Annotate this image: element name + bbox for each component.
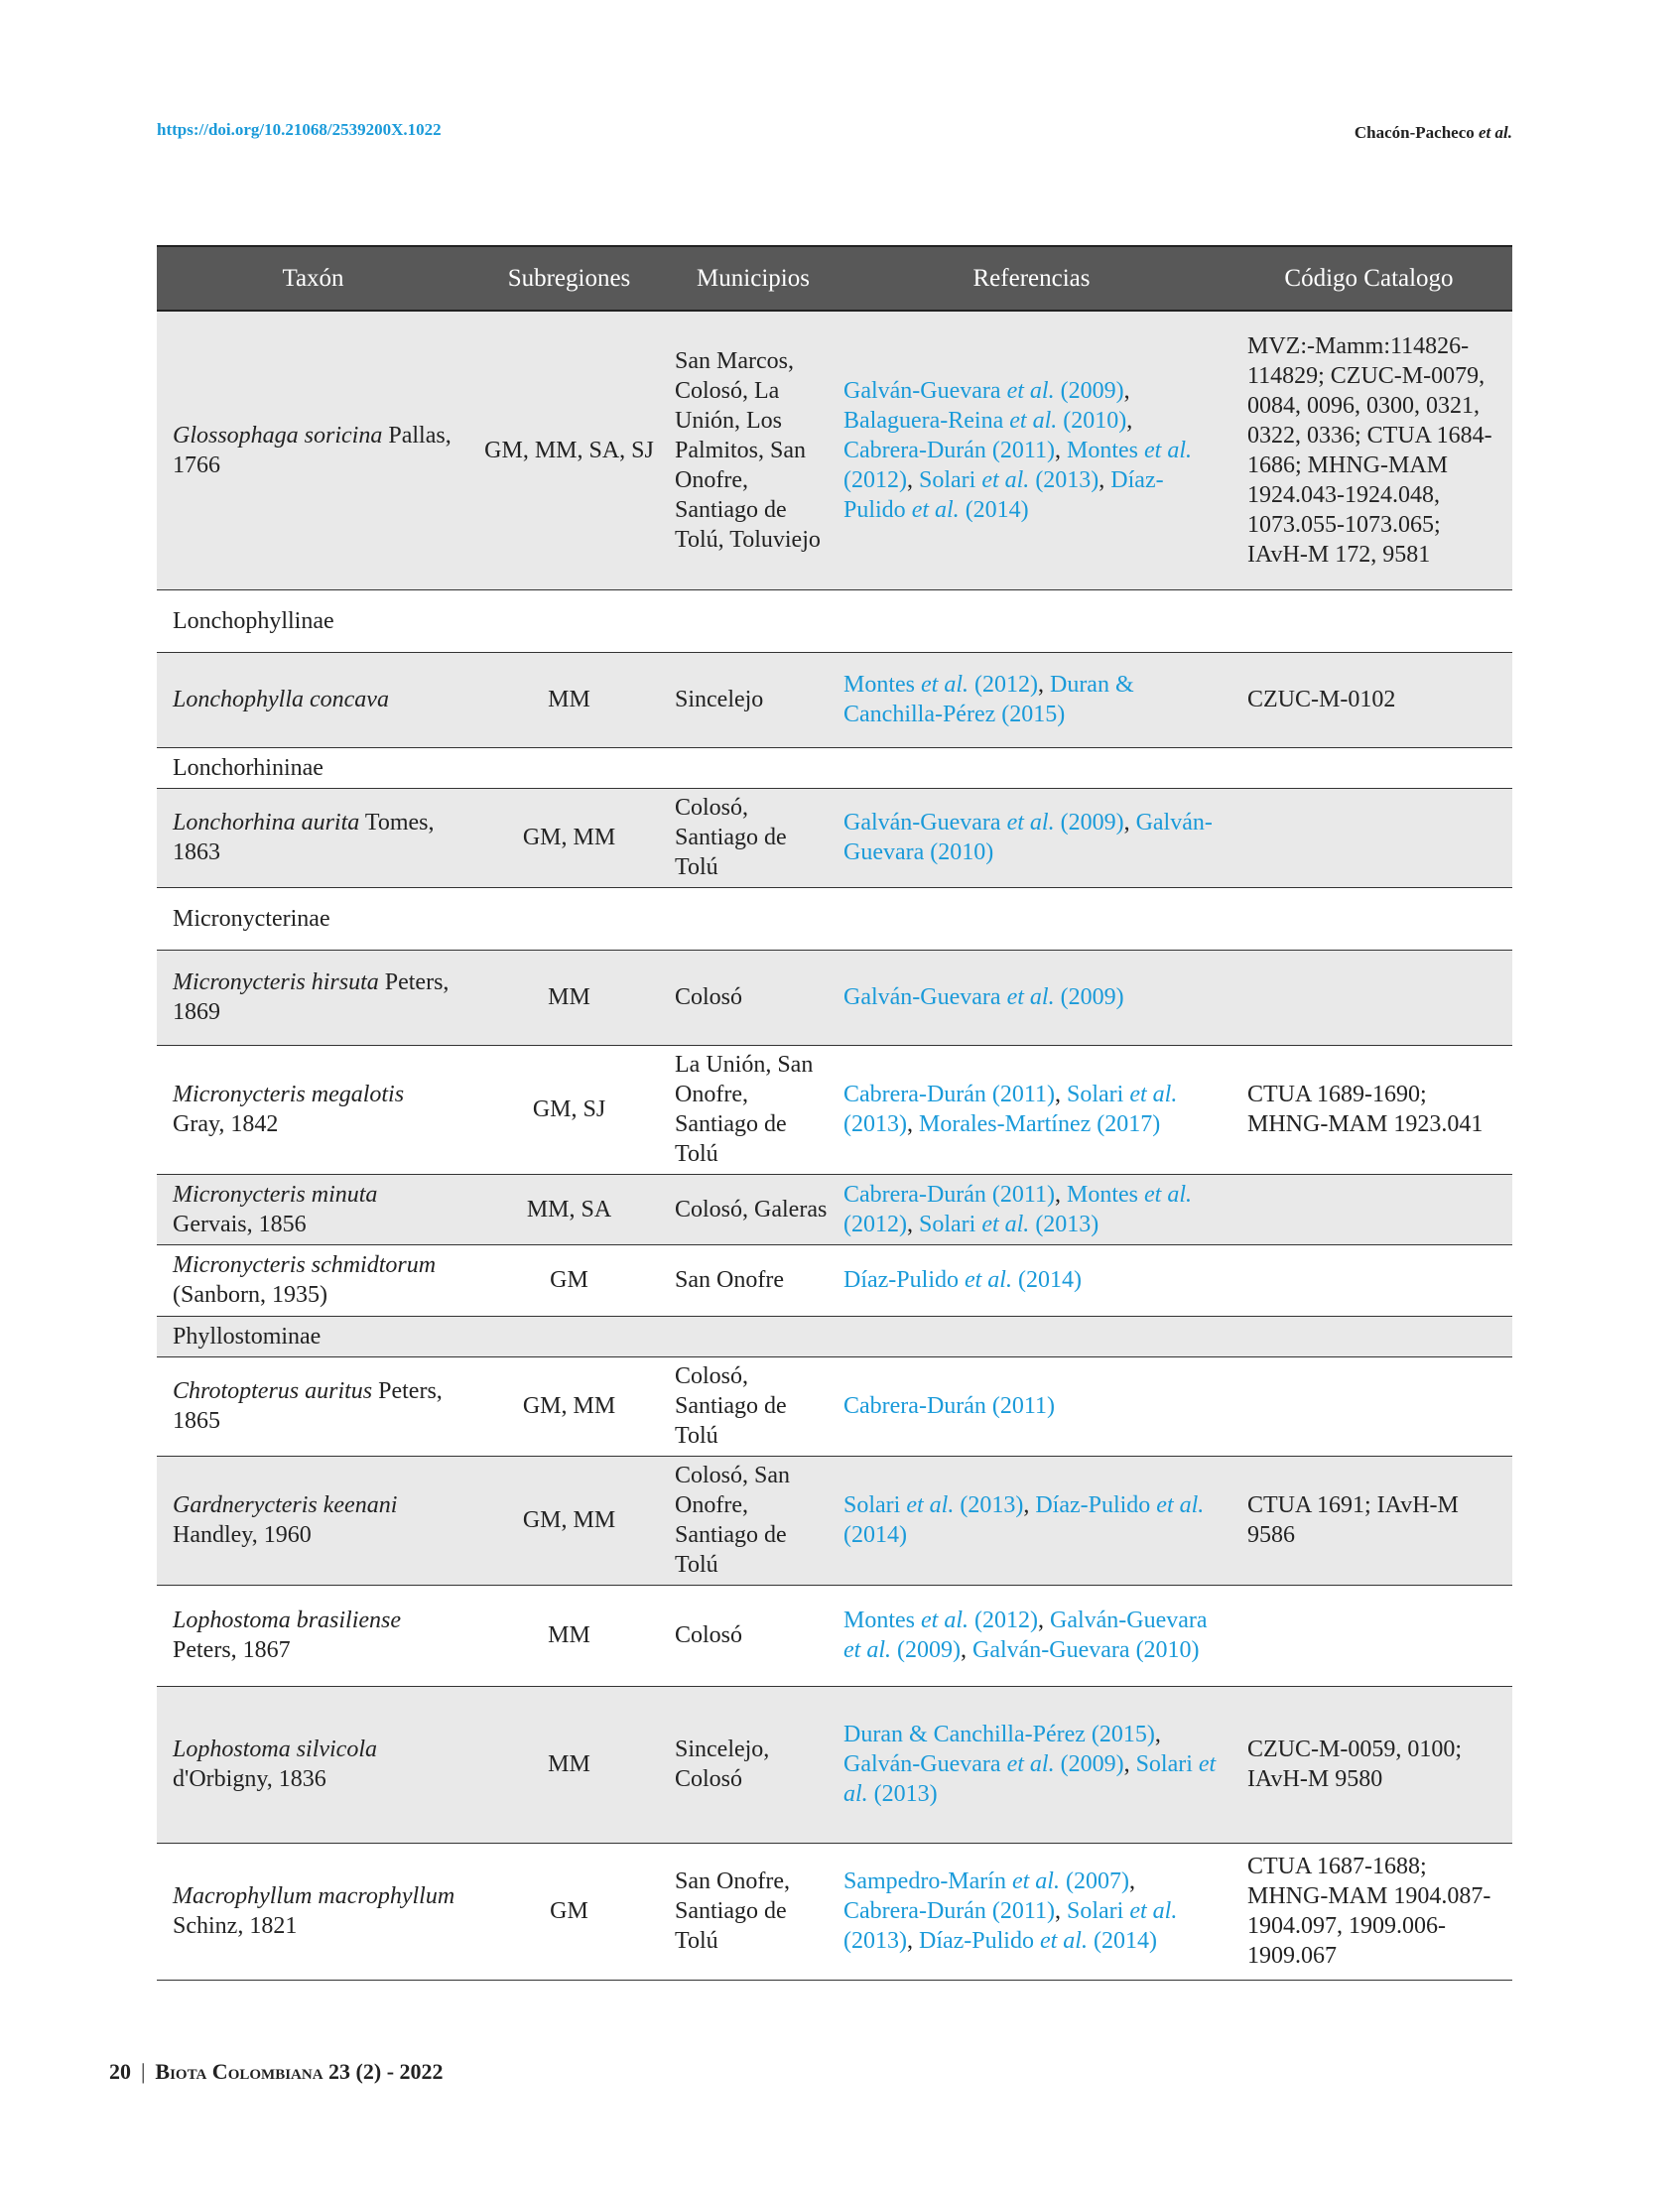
- reference-year: (2011): [991, 1181, 1056, 1208]
- municipalities-cell: La Unión, San Onofre, Santiago de Tolú: [669, 1045, 838, 1174]
- reference-etal: et al.: [843, 1637, 891, 1663]
- table-row: [157, 1843, 1512, 1980]
- taxon-cell: [157, 311, 469, 589]
- catalog-code-cell: CTUA 1691; IAvH-M 9586: [1226, 1456, 1512, 1585]
- running-head-authors: [1355, 123, 1512, 143]
- table-row: [157, 1686, 1512, 1843]
- reference-year: (2010): [1135, 1637, 1200, 1663]
- subfamily-row: [157, 1316, 1512, 1356]
- reference-etal: et al.: [921, 672, 969, 698]
- reference-link[interactable]: [843, 1492, 1023, 1518]
- reference-etal: et al.: [1144, 1181, 1193, 1208]
- subregions-cell: MM: [469, 1686, 669, 1843]
- catalog-code-cell: [1226, 1585, 1512, 1686]
- table-row: [157, 1174, 1512, 1244]
- taxon-cell: [157, 1174, 469, 1244]
- reference-author: Galván-Guevara: [843, 810, 1001, 836]
- reference-etal: et al.: [1006, 810, 1055, 836]
- species-name: Lophostoma brasiliense: [173, 1608, 402, 1633]
- references-cell: Cabrera-Durán (2011), Montes et al. (2012), Solari et al. (2013): [838, 1174, 1226, 1244]
- reference-link[interactable]: [919, 1111, 1160, 1137]
- reference-link[interactable]: [843, 1393, 1055, 1419]
- municipalities-cell: Colosó: [669, 1585, 838, 1686]
- reference-author: Sampedro-Marín: [843, 1868, 1006, 1894]
- reference-year: (2012): [974, 1608, 1038, 1633]
- species-name: Lonchophylla concava: [173, 687, 389, 712]
- references-cell: Duran & Canchilla-Pérez (2015), Galván-Guevara et al. (2009), Solari et al. (2013): [838, 1686, 1226, 1843]
- reference-author: Duran & Canchilla-Pérez: [843, 672, 1134, 727]
- col-header-municipalities: Municipios: [669, 246, 838, 311]
- species-name: Micronycteris megalotis: [173, 1082, 405, 1107]
- reference-year: (2013): [873, 1781, 938, 1807]
- species-authority: Peters, 1869: [173, 969, 450, 1025]
- journal-name: Biota Colombiana: [155, 2059, 323, 2084]
- reference-link[interactable]: [843, 1898, 1055, 1924]
- reference-etal: et al.: [1011, 1868, 1060, 1894]
- col-header-subregions: Subregiones: [469, 246, 669, 311]
- table-row: [157, 950, 1512, 1045]
- reference-link[interactable]: [843, 1751, 1124, 1777]
- municipalities-cell: Colosó, San Onofre, Santiago de Tolú: [669, 1456, 838, 1585]
- reference-year: (2009): [1060, 1751, 1124, 1777]
- municipalities-cell: Colosó, Santiago de Tolú: [669, 1356, 838, 1456]
- catalog-code-cell: CTUA 1687-1688; MHNG-MAM 1904.087-1904.097, 1909.006-1909.067: [1226, 1843, 1512, 1980]
- reference-year: (2009): [1060, 984, 1124, 1010]
- subfamily-label: Micronycterinae: [157, 887, 1512, 950]
- taxon-cell: [157, 1585, 469, 1686]
- subregions-cell: GM, MM: [469, 1456, 669, 1585]
- reference-link[interactable]: [919, 467, 1098, 493]
- author-etal: et al.: [1479, 123, 1512, 142]
- reference-etal: et al.: [921, 1608, 969, 1633]
- species-name: Chrotopterus auritus: [173, 1378, 373, 1404]
- municipalities-cell: San Onofre, Santiago de Tolú: [669, 1843, 838, 1980]
- reference-year: (2010): [1063, 407, 1127, 434]
- reference-author: Solari: [843, 1492, 901, 1518]
- species-authority: Gervais, 1856: [173, 1211, 307, 1237]
- reference-etal: et al.: [1039, 1928, 1088, 1954]
- reference-year: (2009): [1060, 810, 1124, 836]
- subregions-cell: MM: [469, 652, 669, 747]
- reference-year: (2010): [930, 839, 994, 865]
- reference-etal: et al.: [1006, 377, 1055, 404]
- taxon-cell: [157, 950, 469, 1045]
- reference-author: Solari: [918, 1211, 976, 1237]
- subregions-cell: GM, MM, SA, SJ: [469, 311, 669, 589]
- subregions-cell: GM, SJ: [469, 1045, 669, 1174]
- taxon-cell: [157, 1045, 469, 1174]
- col-header-references: Referencias: [838, 246, 1226, 311]
- taxon-cell: [157, 652, 469, 747]
- table-row: [157, 1356, 1512, 1456]
- reference-year: (2014): [843, 1522, 907, 1548]
- references-cell: [838, 1356, 1226, 1456]
- species-authority: Tomes, 1863: [173, 810, 435, 865]
- table-row: [157, 311, 1512, 589]
- subfamily-row: [157, 887, 1512, 950]
- reference-year: (2015): [1091, 1722, 1155, 1747]
- reference-year: (2014): [1093, 1928, 1157, 1954]
- municipalities-cell: Colosó: [669, 950, 838, 1045]
- reference-year: (2013): [1035, 1211, 1099, 1237]
- table-header-row: [157, 246, 1512, 311]
- reference-etal: et al.: [1009, 407, 1058, 434]
- catalog-code-cell: [1226, 1244, 1512, 1316]
- reference-year: (2012): [843, 1211, 907, 1237]
- reference-link[interactable]: [843, 1082, 1055, 1107]
- municipalities-cell: San Onofre: [669, 1244, 838, 1316]
- reference-author: Morales-Martínez: [918, 1111, 1092, 1137]
- subfamily-label: Lonchorhininae: [157, 747, 1512, 788]
- reference-author: Díaz-Pulido: [1035, 1492, 1151, 1518]
- subregions-cell: MM: [469, 1585, 669, 1686]
- doi-link[interactable]: https://doi.org/10.21068/2539200X.1022: [157, 120, 442, 139]
- species-authority: Handley, 1960: [173, 1522, 312, 1548]
- species-name: Macrophyllum macrophyllum: [173, 1883, 455, 1909]
- taxon-cell: [157, 1686, 469, 1843]
- references-cell: [838, 950, 1226, 1045]
- reference-year: (2017): [1097, 1111, 1161, 1137]
- reference-author: Galván-Guevara: [1049, 1608, 1208, 1633]
- species-name: Micronycteris schmidtorum: [173, 1252, 437, 1278]
- author-name: Chacón-Pacheco: [1354, 123, 1475, 142]
- reference-year: (2009): [897, 1637, 961, 1663]
- references-cell: Montes et al. (2012), Duran & Canchilla-Pérez (2015): [838, 652, 1226, 747]
- reference-link[interactable]: [919, 1928, 1157, 1954]
- municipalities-cell: Colosó, Santiago de Tolú: [669, 788, 838, 887]
- municipalities-cell: San Marcos, Colosó, La Unión, Los Palmitos, San Onofre, Santiago de Tolú, Toluviejo: [669, 311, 838, 589]
- subregions-cell: GM, MM: [469, 788, 669, 887]
- species-authority: Pallas, 1766: [173, 422, 452, 478]
- reference-link[interactable]: [843, 1267, 1082, 1293]
- species-authority: Schinz, 1821: [173, 1913, 298, 1939]
- references-cell: Galván-Guevara et al. (2009), Balaguera-Reina et al. (2010), Cabrera-Durán (2011), Montes et al. (2012), Solari et al. (2013), Díaz-Pulido et al. (2014): [838, 311, 1226, 589]
- species-authority: d'Orbigny, 1836: [173, 1766, 326, 1792]
- references-cell: [838, 1244, 1226, 1316]
- reference-etal: et al.: [1156, 1492, 1205, 1518]
- table-row: [157, 1244, 1512, 1316]
- reference-year: (2013): [1035, 466, 1099, 493]
- reference-author: Montes: [1067, 1181, 1139, 1208]
- col-header-catalog-code: Código Catalogo: [1226, 246, 1512, 311]
- reference-year: (2011): [991, 1082, 1056, 1107]
- footer-separator: |: [141, 2059, 146, 2084]
- reference-year: (2012): [974, 672, 1038, 698]
- reference-author: Solari: [1067, 1082, 1124, 1107]
- reference-etal: et al.: [1129, 1082, 1178, 1107]
- subfamily-label: Phyllostominae: [157, 1316, 1512, 1356]
- reference-year: (2014): [1017, 1267, 1082, 1293]
- species-name: Gardnerycteris keenani: [173, 1492, 398, 1518]
- catalog-code-cell: CZUC-M-0059, 0100; IAvH-M 9580: [1226, 1686, 1512, 1843]
- table-row: [157, 1045, 1512, 1174]
- references-cell: Cabrera-Durán (2011), Solari et al. (2013), Morales-Martínez (2017): [838, 1045, 1226, 1174]
- reference-year: (2014): [965, 496, 1029, 523]
- subregions-cell: MM, SA: [469, 1174, 669, 1244]
- reference-author: Cabrera-Durán: [843, 437, 986, 463]
- reference-etal: et al.: [1129, 1898, 1178, 1924]
- reference-year: (2011): [991, 437, 1056, 463]
- species-name: Lonchorhina aurita: [173, 810, 360, 836]
- reference-etal: et al.: [843, 1751, 1217, 1807]
- municipalities-cell: Sincelejo, Colosó: [669, 1686, 838, 1843]
- species-name: Micronycteris hirsuta: [173, 969, 379, 995]
- references-cell: Solari et al. (2013), Díaz-Pulido et al. (2014): [838, 1456, 1226, 1585]
- table-row: [157, 652, 1512, 747]
- reference-etal: et al.: [1006, 984, 1055, 1010]
- municipalities-cell: Sincelejo: [669, 652, 838, 747]
- subregions-cell: MM: [469, 950, 669, 1045]
- municipalities-cell: Colosó, Galeras: [669, 1174, 838, 1244]
- reference-author: Duran & Canchilla-Pérez: [843, 1722, 1086, 1747]
- taxon-cell: [157, 1843, 469, 1980]
- reference-link[interactable]: [843, 1868, 1129, 1894]
- subfamily-label: Lonchophyllinae: [157, 589, 1512, 652]
- taxon-cell: [157, 1356, 469, 1456]
- references-cell: Sampedro-Marín et al. (2007), Cabrera-Durán (2011), Solari et al. (2013), Díaz-Pulido et al. (2014): [838, 1843, 1226, 1980]
- reference-year: (2009): [1060, 377, 1124, 404]
- subfamily-row: [157, 747, 1512, 788]
- reference-link[interactable]: [843, 1722, 1155, 1747]
- species-authority: (Sanborn, 1935): [173, 1282, 327, 1308]
- reference-link[interactable]: [843, 810, 1124, 836]
- references-cell: Galván-Guevara et al. (2009), Galván-Guevara (2010): [838, 788, 1226, 887]
- reference-year: (2011): [991, 1393, 1056, 1419]
- catalog-code-cell: CZUC-M-0102: [1226, 652, 1512, 747]
- species-table: [157, 245, 1512, 1981]
- reference-etal: et al.: [1144, 437, 1193, 463]
- reference-link[interactable]: [843, 984, 1124, 1010]
- reference-link[interactable]: [843, 672, 1038, 698]
- reference-author: Díaz-Pulido: [918, 1928, 1034, 1954]
- reference-author: Galván-Guevara: [843, 810, 1213, 865]
- col-header-taxon: Taxón: [157, 246, 469, 311]
- subregions-cell: GM: [469, 1244, 669, 1316]
- reference-link[interactable]: [843, 378, 1124, 404]
- catalog-code-cell: [1226, 1356, 1512, 1456]
- taxon-cell: [157, 1456, 469, 1585]
- reference-year: (2011): [991, 1898, 1056, 1924]
- table-row: [157, 1585, 1512, 1686]
- reference-author: Montes: [843, 1608, 915, 1633]
- reference-author: Solari: [918, 466, 976, 493]
- reference-link[interactable]: [843, 408, 1126, 434]
- references-cell: Montes et al. (2012), Galván-Guevara et al. (2009), Galván-Guevara (2010): [838, 1585, 1226, 1686]
- reference-author: Díaz-Pulido: [843, 1267, 959, 1293]
- reference-link[interactable]: [843, 1608, 1038, 1633]
- catalog-code-cell: [1226, 788, 1512, 887]
- reference-year: (2013): [843, 1111, 907, 1137]
- reference-author: Galván-Guevara: [843, 377, 1001, 404]
- catalog-code-cell: [1226, 1174, 1512, 1244]
- catalog-code-cell: [1226, 950, 1512, 1045]
- species-authority: Peters, 1865: [173, 1378, 443, 1434]
- species-name: Micronycteris minuta: [173, 1181, 378, 1208]
- reference-author: Cabrera-Durán: [843, 1082, 986, 1107]
- taxon-cell: [157, 1244, 469, 1316]
- reference-etal: et al.: [906, 1492, 955, 1518]
- reference-year: (2015): [1001, 702, 1066, 727]
- subfamily-row: [157, 589, 1512, 652]
- reference-author: Cabrera-Durán: [843, 1181, 986, 1208]
- reference-author: Montes: [843, 672, 915, 698]
- reference-author: Galván-Guevara: [843, 984, 1001, 1010]
- reference-author: Galván-Guevara: [843, 1751, 1001, 1777]
- reference-author: Balaguera-Reina: [843, 407, 1004, 434]
- reference-link[interactable]: [843, 438, 1055, 463]
- catalog-code-cell: MVZ:-Mamm:114826-114829; CZUC-M-0079, 0084, 0096, 0300, 0321, 0322, 0336; CTUA 1684-1686; MHNG-MAM 1924.043-1924.048, 1073.055-1073.065; IAvH-M 172, 9581: [1226, 311, 1512, 589]
- taxon-cell: [157, 788, 469, 887]
- reference-year: (2007): [1065, 1868, 1129, 1894]
- table-row: [157, 1456, 1512, 1585]
- reference-year: (2013): [843, 1928, 907, 1954]
- page-footer: [109, 2059, 444, 2085]
- reference-author: Montes: [1067, 437, 1139, 463]
- reference-author: Díaz-Pulido: [843, 466, 1164, 523]
- reference-etal: et al.: [1006, 1751, 1055, 1777]
- reference-link[interactable]: [919, 1212, 1098, 1237]
- reference-etal: et al.: [964, 1267, 1012, 1293]
- reference-author: Solari: [1067, 1898, 1124, 1924]
- page-number: 20: [109, 2059, 131, 2084]
- reference-etal: et al.: [981, 466, 1030, 493]
- table-row: [157, 788, 1512, 887]
- journal-issue: 23 (2) - 2022: [328, 2059, 444, 2084]
- reference-year: (2013): [960, 1492, 1024, 1518]
- reference-link[interactable]: [972, 1637, 1200, 1663]
- catalog-code-cell: CTUA 1689-1690; MHNG-MAM 1923.041: [1226, 1045, 1512, 1174]
- species-authority: Peters, 1867: [173, 1637, 291, 1663]
- subregions-cell: GM: [469, 1843, 669, 1980]
- reference-year: (2012): [843, 466, 907, 493]
- reference-author: Cabrera-Durán: [843, 1898, 986, 1924]
- reference-author: Solari: [1135, 1751, 1193, 1777]
- reference-author: Galván-Guevara: [971, 1637, 1130, 1663]
- reference-etal: et al.: [911, 496, 960, 523]
- reference-author: Cabrera-Durán: [843, 1393, 986, 1419]
- reference-link[interactable]: [843, 1182, 1055, 1208]
- species-authority: Gray, 1842: [173, 1111, 279, 1137]
- species-name: Glossophaga soricina: [173, 422, 383, 449]
- species-name: Lophostoma silvicola: [173, 1737, 378, 1762]
- subregions-cell: GM, MM: [469, 1356, 669, 1456]
- reference-etal: et al.: [981, 1211, 1030, 1237]
